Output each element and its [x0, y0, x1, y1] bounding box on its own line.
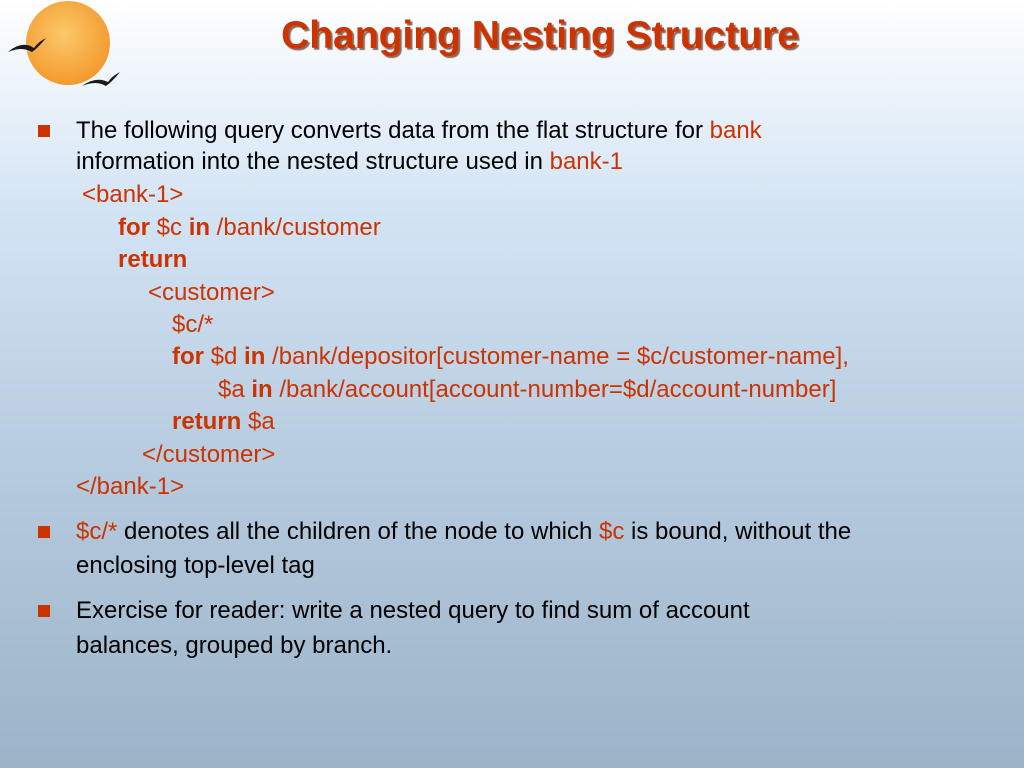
bullet-3-text: Exercise for reader: write a nested query to find sum of account: [76, 597, 750, 624]
keyword-in: in: [188, 214, 211, 241]
code-line: [118, 245, 187, 275]
code-text: /bank/depositor[customer-name = $c/customer-name],: [265, 343, 849, 370]
code-line: [218, 375, 836, 405]
keyword-for: for: [172, 343, 204, 370]
bullet-1-text: information into the nested structure used in: [76, 148, 550, 175]
code-text: $d: [204, 343, 245, 370]
code-line: [172, 310, 213, 340]
code-line: [82, 180, 183, 210]
sun-and-birds-logo: [0, 0, 130, 100]
keyword-return: return: [172, 408, 242, 435]
code-text: /bank/account[account-number=$d/account-number]: [272, 376, 837, 403]
bullet-2-line-2: [76, 551, 315, 581]
code-text: /bank/customer: [210, 214, 381, 241]
keyword-return: return: [118, 246, 188, 273]
code-close-bank1: </bank-1>: [76, 473, 185, 500]
bullet-1-text: The following query converts data from the flat structure for: [76, 117, 710, 144]
code-close-customer: </customer>: [142, 441, 276, 468]
bullet-3-line-2: [76, 631, 392, 661]
code-line: [172, 407, 275, 437]
keyword-in: in: [244, 343, 266, 370]
code-line: [142, 440, 275, 470]
bullet-2-line-1: [76, 517, 851, 547]
code-text: $a: [218, 376, 252, 403]
code-text: $c/*: [76, 518, 118, 545]
code-open-bank1: <bank-1>: [82, 181, 184, 208]
bullet-marker: [38, 125, 50, 137]
code-open-customer: <customer>: [148, 279, 275, 306]
slide-title: Changing Nesting Structure: [281, 14, 799, 57]
keyword-for: for: [118, 214, 150, 241]
bullet-3-text: balances, grouped by branch.: [76, 632, 393, 659]
bullet-1-line-2: [76, 147, 623, 177]
bullet-2-text: enclosing top-level tag: [76, 552, 315, 579]
code-line: [172, 342, 849, 372]
bullet-marker: [38, 605, 50, 617]
bullet-2-text: denotes all the children of the node to which: [117, 518, 600, 545]
code-line: [76, 472, 184, 502]
bullet-1-line-1: [76, 116, 762, 146]
bullet-3-line-1: [76, 596, 750, 626]
code-line: [148, 278, 275, 308]
bullet-2-text: is bound, without the: [624, 518, 852, 545]
keyword-in: in: [251, 376, 273, 403]
bullet-marker: [38, 526, 50, 538]
relation-name-bank-1: bank-1: [549, 148, 623, 175]
code-text: $c/*: [172, 311, 214, 338]
code-text: $c: [599, 518, 625, 545]
code-text: $a: [241, 408, 275, 435]
code-text: $c: [150, 214, 189, 241]
code-line: [118, 213, 381, 243]
relation-name-bank: bank: [709, 117, 762, 144]
